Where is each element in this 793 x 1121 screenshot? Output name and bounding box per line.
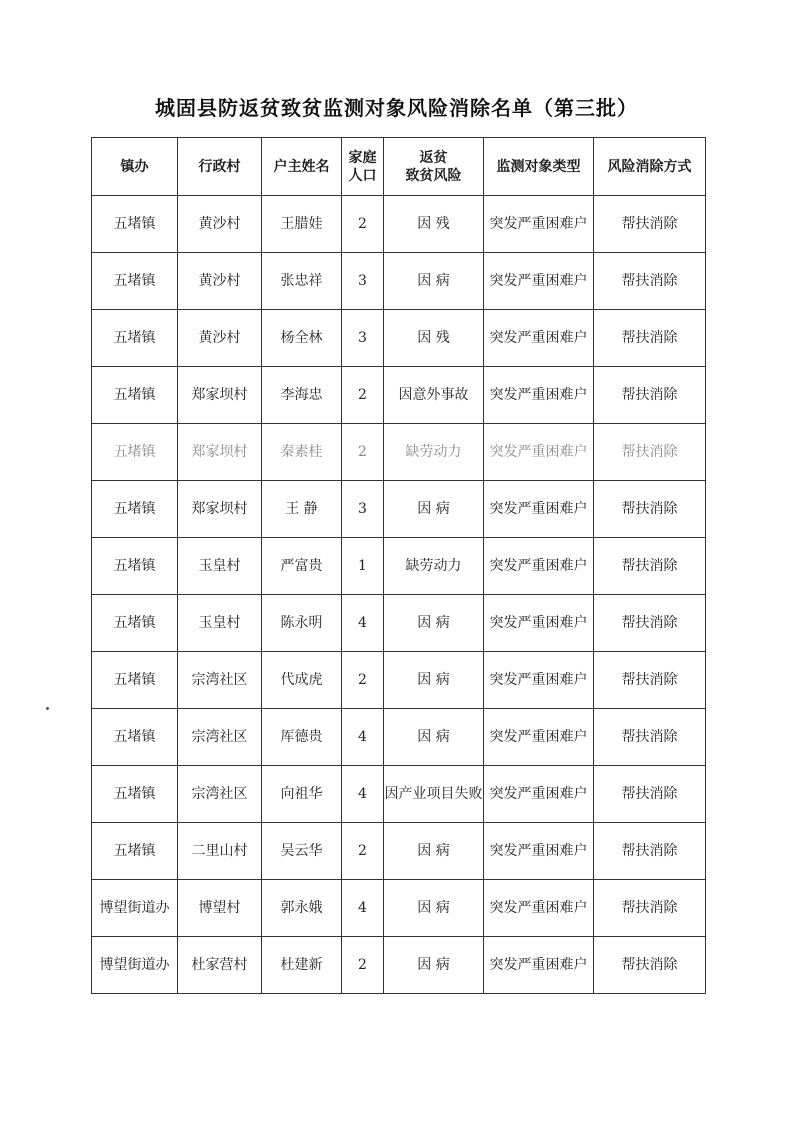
cell-elimination: 帮扶消除 xyxy=(594,709,706,766)
table-row xyxy=(92,367,706,424)
cell-family-size: 2 xyxy=(342,937,384,994)
cell-risk: 缺劳动力 xyxy=(384,424,484,481)
cell-village: 宗湾社区 xyxy=(178,766,262,823)
cell-town: 五堵镇 xyxy=(92,310,178,367)
cell-risk: 缺劳动力 xyxy=(384,538,484,595)
cell-householder: 杜建新 xyxy=(262,937,342,994)
cell-town: 博望街道办 xyxy=(92,937,178,994)
table-row xyxy=(92,424,706,481)
cell-monitor-type: 突发严重困难户 xyxy=(484,880,594,937)
cell-elimination: 帮扶消除 xyxy=(594,253,706,310)
cell-householder: 吴云华 xyxy=(262,823,342,880)
cell-village: 郑家坝村 xyxy=(178,367,262,424)
cell-family-size: 2 xyxy=(342,424,384,481)
cell-village: 黄沙村 xyxy=(178,310,262,367)
cell-village: 杜家营村 xyxy=(178,937,262,994)
cell-householder: 代成虎 xyxy=(262,652,342,709)
cell-householder: 秦素桂 xyxy=(262,424,342,481)
table-row xyxy=(92,253,706,310)
header-householder: 户主姓名 xyxy=(262,138,342,196)
cell-householder: 王 静 xyxy=(262,481,342,538)
cell-family-size: 4 xyxy=(342,766,384,823)
cell-family-size: 1 xyxy=(342,538,384,595)
header-family-size-label: 家庭 人口 xyxy=(348,149,377,184)
table-row xyxy=(92,538,706,595)
cell-town: 五堵镇 xyxy=(92,481,178,538)
cell-householder: 向祖华 xyxy=(262,766,342,823)
cell-risk: 因意外事故 xyxy=(384,367,484,424)
cell-elimination: 帮扶消除 xyxy=(594,481,706,538)
cell-town: 五堵镇 xyxy=(92,367,178,424)
cell-family-size: 2 xyxy=(342,652,384,709)
cell-risk: 因 病 xyxy=(384,823,484,880)
cell-risk: 因 病 xyxy=(384,481,484,538)
cell-monitor-type: 突发严重困难户 xyxy=(484,823,594,880)
cell-elimination: 帮扶消除 xyxy=(594,595,706,652)
cell-householder: 厍德贵 xyxy=(262,709,342,766)
cell-village: 博望村 xyxy=(178,880,262,937)
header-risk-label: 返贫 致贫风险 xyxy=(405,149,462,184)
cell-village: 二里山村 xyxy=(178,823,262,880)
cell-elimination: 帮扶消除 xyxy=(594,652,706,709)
page-title: 城固县防返贫致贫监测对象风险消除名单（第三批） xyxy=(155,96,638,120)
cell-village: 郑家坝村 xyxy=(178,424,262,481)
cell-elimination: 帮扶消除 xyxy=(594,937,706,994)
cell-monitor-type: 突发严重困难户 xyxy=(484,766,594,823)
cell-elimination: 帮扶消除 xyxy=(594,766,706,823)
header-monitor-type: 监测对象类型 xyxy=(484,138,594,196)
cell-risk: 因 病 xyxy=(384,880,484,937)
cell-risk: 因产业项目失败 xyxy=(384,766,484,823)
cell-householder: 郭永娥 xyxy=(262,880,342,937)
cell-householder: 杨全林 xyxy=(262,310,342,367)
header-family-size xyxy=(342,138,384,196)
cell-monitor-type: 突发严重困难户 xyxy=(484,253,594,310)
cell-risk: 因 残 xyxy=(384,196,484,253)
header-village: 行政村 xyxy=(178,138,262,196)
header-risk xyxy=(384,138,484,196)
cell-family-size: 4 xyxy=(342,595,384,652)
table-row xyxy=(92,595,706,652)
cell-elimination: 帮扶消除 xyxy=(594,424,706,481)
cell-family-size: 3 xyxy=(342,481,384,538)
cell-family-size: 2 xyxy=(342,367,384,424)
cell-elimination: 帮扶消除 xyxy=(594,367,706,424)
table-row xyxy=(92,766,706,823)
cell-risk: 因 病 xyxy=(384,652,484,709)
header-town: 镇办 xyxy=(92,138,178,196)
header-elimination: 风险消除方式 xyxy=(594,138,706,196)
cell-town: 五堵镇 xyxy=(92,253,178,310)
cell-town: 五堵镇 xyxy=(92,709,178,766)
cell-town: 五堵镇 xyxy=(92,538,178,595)
cell-monitor-type: 突发严重困难户 xyxy=(484,310,594,367)
cell-family-size: 3 xyxy=(342,253,384,310)
cell-village: 郑家坝村 xyxy=(178,481,262,538)
cell-elimination: 帮扶消除 xyxy=(594,823,706,880)
table-row xyxy=(92,823,706,880)
cell-monitor-type: 突发严重困难户 xyxy=(484,538,594,595)
cell-family-size: 2 xyxy=(342,196,384,253)
scan-speck xyxy=(46,707,49,710)
cell-monitor-type: 突发严重困难户 xyxy=(484,709,594,766)
cell-risk: 因 病 xyxy=(384,595,484,652)
cell-village: 宗湾社区 xyxy=(178,709,262,766)
cell-risk: 因 病 xyxy=(384,709,484,766)
cell-town: 博望街道办 xyxy=(92,880,178,937)
cell-monitor-type: 突发严重困难户 xyxy=(484,367,594,424)
cell-householder: 陈永明 xyxy=(262,595,342,652)
cell-town: 五堵镇 xyxy=(92,424,178,481)
table-row xyxy=(92,937,706,994)
cell-risk: 因 病 xyxy=(384,253,484,310)
table-header-row xyxy=(92,138,706,196)
cell-elimination: 帮扶消除 xyxy=(594,310,706,367)
cell-village: 黄沙村 xyxy=(178,253,262,310)
cell-town: 五堵镇 xyxy=(92,595,178,652)
table-row xyxy=(92,481,706,538)
cell-monitor-type: 突发严重困难户 xyxy=(484,937,594,994)
cell-monitor-type: 突发严重困难户 xyxy=(484,652,594,709)
cell-monitor-type: 突发严重困难户 xyxy=(484,424,594,481)
cell-monitor-type: 突发严重困难户 xyxy=(484,481,594,538)
cell-village: 玉皇村 xyxy=(178,595,262,652)
cell-risk: 因 残 xyxy=(384,310,484,367)
cell-householder: 严富贵 xyxy=(262,538,342,595)
cell-householder: 王腊娃 xyxy=(262,196,342,253)
cell-town: 五堵镇 xyxy=(92,652,178,709)
cell-town: 五堵镇 xyxy=(92,196,178,253)
cell-family-size: 4 xyxy=(342,880,384,937)
cell-village: 玉皇村 xyxy=(178,538,262,595)
cell-monitor-type: 突发严重困难户 xyxy=(484,196,594,253)
cell-elimination: 帮扶消除 xyxy=(594,196,706,253)
table-row xyxy=(92,310,706,367)
table-row xyxy=(92,709,706,766)
cell-family-size: 4 xyxy=(342,709,384,766)
cell-village: 黄沙村 xyxy=(178,196,262,253)
risk-elimination-table xyxy=(91,137,706,994)
cell-elimination: 帮扶消除 xyxy=(594,880,706,937)
cell-village: 宗湾社区 xyxy=(178,652,262,709)
cell-town: 五堵镇 xyxy=(92,766,178,823)
cell-householder: 张忠祥 xyxy=(262,253,342,310)
cell-risk: 因 病 xyxy=(384,937,484,994)
cell-town: 五堵镇 xyxy=(92,823,178,880)
cell-elimination: 帮扶消除 xyxy=(594,538,706,595)
table-row xyxy=(92,652,706,709)
cell-family-size: 2 xyxy=(342,823,384,880)
cell-family-size: 3 xyxy=(342,310,384,367)
table-row xyxy=(92,880,706,937)
cell-monitor-type: 突发严重困难户 xyxy=(484,595,594,652)
table-row xyxy=(92,196,706,253)
cell-householder: 李海忠 xyxy=(262,367,342,424)
